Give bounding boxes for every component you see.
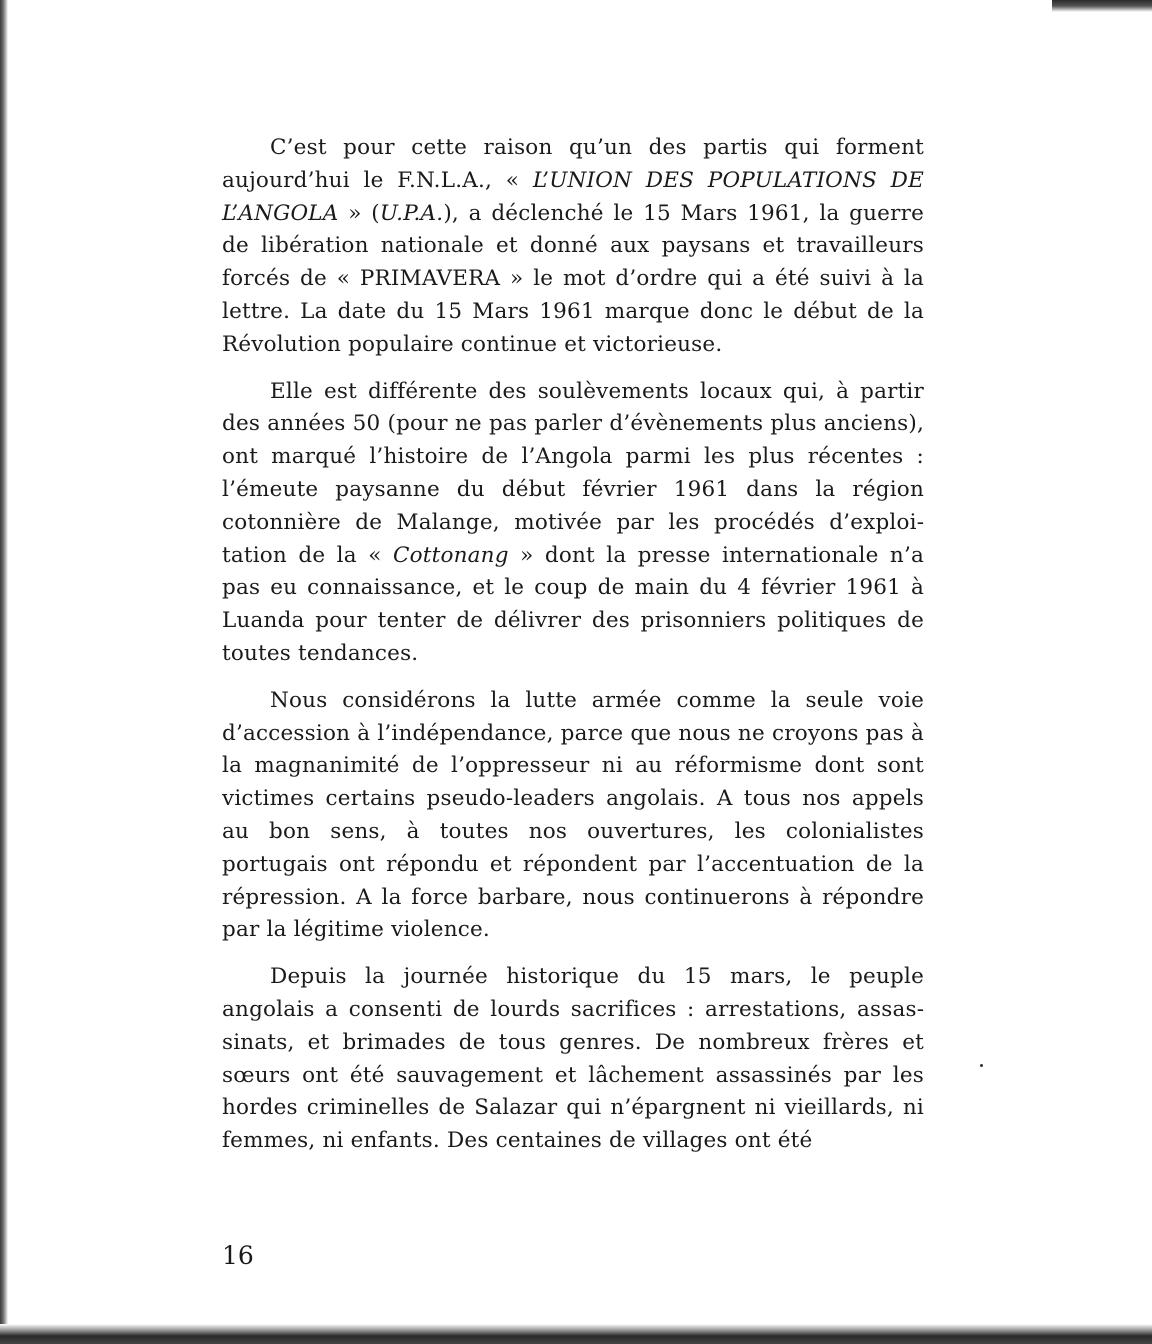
paragraph-1-part-3: » (: [338, 200, 380, 226]
page-number: 16: [222, 1241, 254, 1270]
paragraph-2-part-3: » dont la presse internationale n’a pas eu connaissance, et le coup de main du 4 février 1961 à Luanda pour tenter de délivrer des prisonniers politiques de toutes tendances.: [222, 542, 925, 666]
body-text: [222, 132, 924, 1172]
scan-edge-bottom: [0, 1324, 1152, 1344]
paragraph-1-italic-upa-name: L’UNION DES POPULATIONS DE L’ANGOLA: [222, 167, 924, 226]
paragraph-1: [222, 132, 924, 362]
paragraph-3: Nous considérons la lutte armée comme la seule voie d’accession à l’indépendance, parce que nous ne croyons pas à la magnanimité de l’oppresseur ni au réformisme dont sont victimes certains pseudo-leaders angolais. A tous nos appels au bon sens, à toutes nos ouvertures, les colonialistes portugais ont répondu et répondent par l’accentuation de la répression. A la force barbare, nous continuerons à répondre par la légitime violence.: [222, 687, 924, 943]
paragraph-1-italic-upa-abbr: U.P.A.: [379, 200, 444, 226]
paragraph-2-part-1: Elle est différente des soulèvements locaux qui, à partir des années 50 (pour ne pas parler d’évènements plus anciens), ont marqué l’histoire de l’Angola parmi les plus récentes : l’émeute paysanne du début février 1961 dans la région cotonnière de Malange, motivée par les procédés d’exploitation de la «: [222, 378, 924, 568]
scan-edge-top: [1052, 0, 1152, 12]
paragraph-2-italic-cottonang: Cottonang: [392, 542, 509, 568]
scan-speck: [980, 1064, 983, 1067]
paragraph-1-part-5: ), a déclenché le 15 Mars 1961, la guerre de libération nationale et donné aux paysans et travailleurs forcés de « PRIMAVERA » le mot d’ordre qui a été suivi à la lettre. La date du 15 Mars 1961 marque donc le début de la Révolution populaire continue et victorieuse.: [222, 200, 924, 357]
scan-edge-left: [0, 0, 8, 1344]
paragraph-2: [222, 376, 924, 671]
paragraph-1-part-1: C’est pour cette raison qu’un des partis qui forment aujourd’hui le F.N.L.A., «: [222, 135, 924, 193]
paragraph-4: Depuis la journée historique du 15 mars, le peuple angolais a consenti de lourds sacrifices : arrestations, assassinats, et brimades de tous genres. De nombreux frères et sœurs ont été sauvagement et lâchement assassinés par les hordes criminelles de Salazar qui n’épargnent ni vieillards, ni femmes, ni enfants. Des centaines de villages ont été: [222, 964, 924, 1154]
